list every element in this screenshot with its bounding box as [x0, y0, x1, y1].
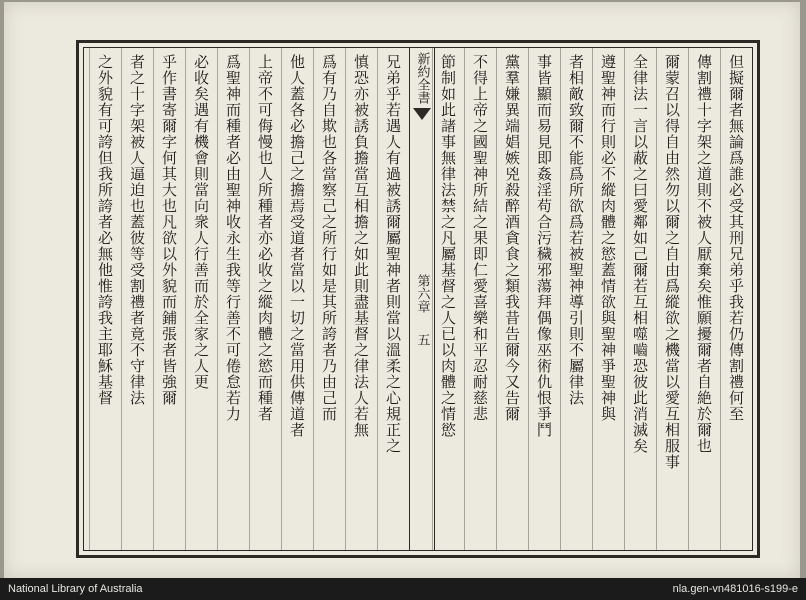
right-column: 節制如此諸事無律法禁之凡屬基督之人已以肉體之情慾	[432, 48, 464, 550]
left-column: 爲聖神而種者必由聖神收永生我等行善不可倦怠若力	[217, 48, 249, 550]
right-column: 傳割禮十字架之道則不被人厭棄矣惟願擾爾者自絶於爾也	[688, 48, 720, 550]
scan-identifier: nla.gen-vn481016-s199-e	[672, 583, 798, 595]
left-column: 他人蓋各必擔己之擔焉受道者當以一切之當用供傳道者	[281, 48, 313, 550]
left-column: 乎作書寄爾字何其大也凡欲以外貌而鋪張者皆強爾	[153, 48, 185, 550]
right-column: 遵聖神而行則必不縱肉體之慾蓋情欲與聖神爭聖神與	[592, 48, 624, 550]
right-column: 者相敵致爾不能爲所欲爲若被聖神導引則不屬律法	[560, 48, 592, 550]
text-frame	[76, 40, 760, 558]
scanned-page	[4, 2, 800, 578]
gutter-page-number: 五	[414, 333, 430, 346]
right-column: 但擬爾者無論爲誰必受其刑兄弟乎我若仍傳割禮何至	[720, 48, 752, 550]
library-name: National Library of Australia	[8, 583, 143, 595]
gutter-chapter: 第六章	[414, 274, 430, 313]
left-column: 之外貌有可誇但我所誇者必無他惟誇我主耶穌基督	[89, 48, 121, 550]
left-column: 者之十字架被人逼迫也蓋彼等受割禮者竟不守律法	[121, 48, 153, 550]
right-column: 黨羣嫌異端娼嫉兇殺醉酒貪食之類我昔告爾今又告爾	[496, 48, 528, 550]
left-column: 必收矣遇有機會則當向衆人行善而於全家之人更	[185, 48, 217, 550]
right-column: 不得上帝之國聖神所結之果即仁愛喜樂和平忍耐慈悲	[464, 48, 496, 550]
right-column: 爾蒙召以得自由然勿以爾之自由爲縱欲之機當以愛互相服事	[656, 48, 688, 550]
text-frame-inner	[83, 47, 753, 551]
gutter-book-title: 新約全書	[414, 52, 430, 104]
left-page-text	[84, 48, 409, 550]
right-page-text	[427, 48, 752, 550]
right-column: 全律法一言以蔽之曰愛鄰如己爾若互相噬嚙恐彼此消滅矣	[624, 48, 656, 550]
left-column: 兄弟乎若遇人有過被誘爾屬聖神者則當以溫柔之心規正之	[377, 48, 409, 550]
library-footer-bar	[0, 578, 806, 600]
right-column: 事皆顯而易見即姦淫苟合污穢邪蕩拜偶像巫術仇恨爭鬥	[528, 48, 560, 550]
left-column: 慎恐亦被誘負擔當互相擔之如此則盡基督之律法人若無	[345, 48, 377, 550]
left-column: 爲有乃自欺也各當察己之所行如是其所誇者乃由己而	[313, 48, 345, 550]
left-column: 上帝不可侮慢也人所種者亦必收之縱肉體之慾而種者	[249, 48, 281, 550]
